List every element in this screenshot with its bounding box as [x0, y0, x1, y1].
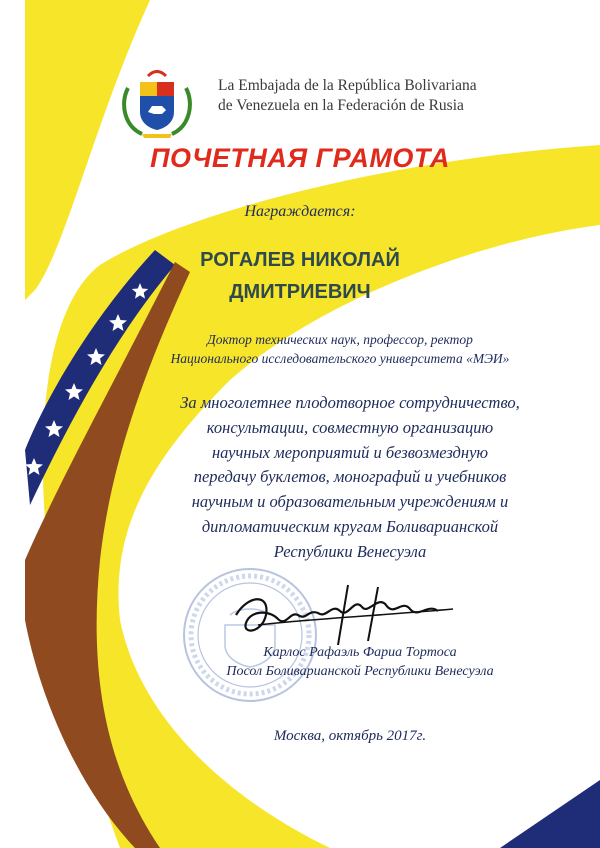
position-line-2: Национального исследовательского университета «МЭИ»: [170, 351, 510, 366]
reason-line: научным и образовательным учреждениям и: [191, 492, 509, 512]
embassy-line-1: La Embajada de la República Bolivariana: [218, 77, 477, 94]
reason-line: дипломатическим кругам Боливарианской: [201, 516, 499, 536]
signer-name: Карлос Рафаэль Фариа Тортоса: [263, 645, 457, 660]
award-reason: [140, 391, 560, 565]
signer-title: Посол Боливарианской Республики Венесуэла: [226, 664, 494, 679]
reason-line: научных мероприятий и безвозмездную: [211, 442, 489, 462]
recipient-name: [0, 244, 600, 308]
reason-line: За многолетнее плодотворное сотрудничество,: [180, 393, 520, 412]
reason-line: консультации, совместную организацию: [206, 417, 494, 437]
embassy-line-2: de Venezuela en la Federación de Rusia: [218, 97, 464, 114]
bottom-navy-corner: [500, 780, 600, 848]
recipient-line-1: РОГАЛЕВ НИКОЛАЙ: [200, 249, 400, 271]
coat-of-arms-venezuela-icon: [118, 68, 196, 140]
certificate-title: ПОЧЕТНАЯ ГРАМОТА: [150, 143, 450, 173]
embassy-name: [218, 76, 538, 116]
reason-line: передачу буклетов, монографий и учебников: [193, 467, 507, 487]
position-line-1: Доктор технических наук, профессор, ректор: [207, 332, 473, 347]
awarded-label: Награждается:: [244, 203, 356, 220]
place-and-date: Москва, октябрь 2017г.: [273, 728, 427, 744]
recipient-line-2: ДМИТРИЕВИЧ: [229, 281, 371, 303]
recipient-position: [150, 330, 530, 368]
certificate-header: [118, 68, 538, 140]
signer-block: [150, 643, 570, 681]
reason-line: Республики Венесуэла: [273, 541, 427, 561]
